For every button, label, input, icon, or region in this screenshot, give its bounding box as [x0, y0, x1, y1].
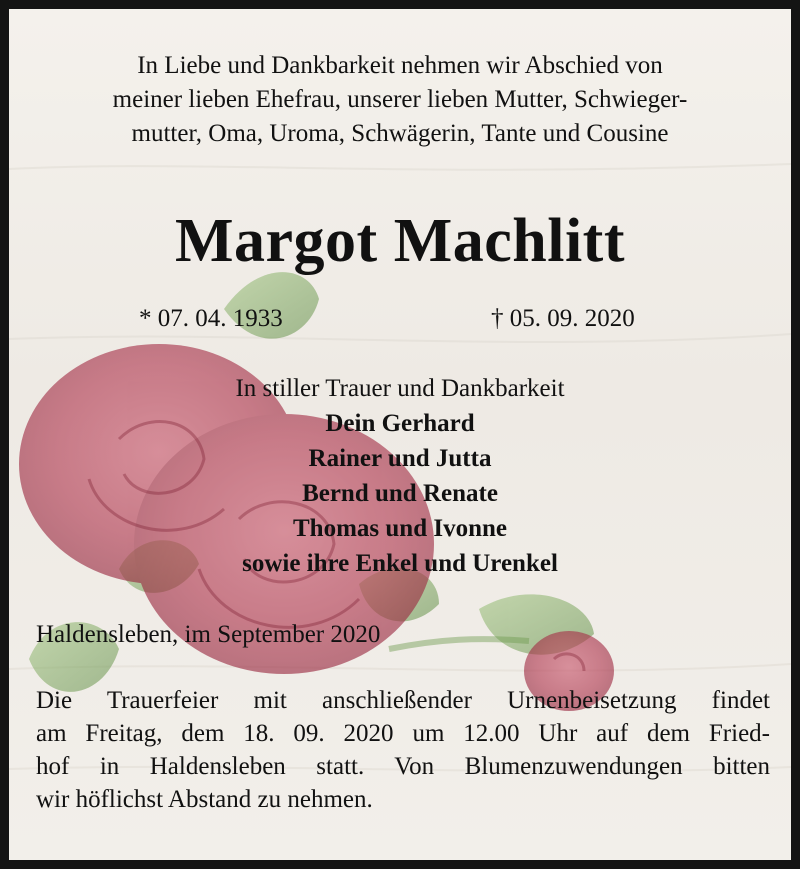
intro-line: mutter, Oma, Uroma, Schwägerin, Tante und Cousine	[131, 120, 669, 147]
intro-line: meiner lieben Ehefrau, unserer lieben Mutter, Schwieger-	[112, 86, 688, 113]
mourner-line: Dein Gerhard	[325, 410, 475, 437]
mourner-line: sowie ihre Enkel und Urenkel	[242, 550, 558, 577]
funeral-info	[36, 684, 770, 816]
birth-date: * 07. 04. 1933	[139, 305, 283, 332]
place-and-date: Haldensleben, im September 2020	[36, 621, 381, 648]
mourning-intro: In stiller Trauer und Dankbarkeit	[235, 375, 565, 402]
funeral-line: hof in Haldensleben statt. Von Blumenzuwendungen bitten	[36, 753, 770, 780]
mourner-line: Thomas und Ivonne	[293, 515, 507, 542]
deceased-name: Margot Machlitt	[175, 207, 625, 275]
mourner-line: Rainer und Jutta	[308, 445, 492, 472]
intro-text	[29, 49, 771, 151]
funeral-line: wir höflichst Abstand zu nehmen.	[36, 786, 373, 813]
intro-line: In Liebe und Dankbarkeit nehmen wir Abschied von	[137, 52, 663, 79]
funeral-line: am Freitag, dem 18. 09. 2020 um 12.00 Uhr auf dem Fried-	[36, 720, 770, 747]
mourners-block	[9, 371, 791, 581]
mourner-line: Bernd und Renate	[302, 480, 498, 507]
funeral-line: Die Trauerfeier mit anschließender Urnenbeisetzung findet	[36, 687, 770, 714]
death-date: † 05. 09. 2020	[491, 305, 635, 332]
